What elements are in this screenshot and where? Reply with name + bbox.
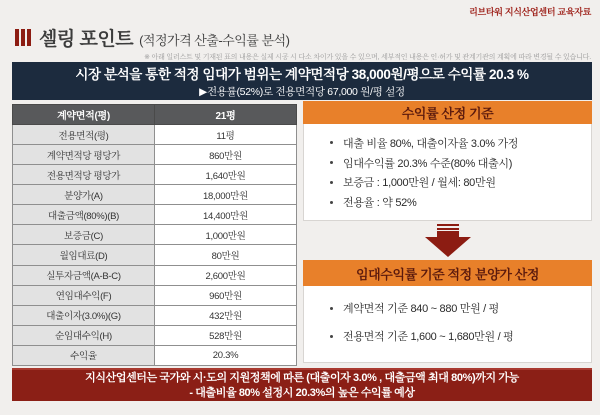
yield-criteria-header: 수익률 산정 기준 xyxy=(303,101,592,124)
row-label: 전용면적(평) xyxy=(13,125,155,145)
row-label: 대출이자(3.0%)(G) xyxy=(13,305,155,325)
row-label: 계약면적당 평당가 xyxy=(13,145,155,165)
table-row xyxy=(13,145,297,165)
page-title: 셀링 포인트 xyxy=(39,29,134,50)
list-item xyxy=(330,194,591,210)
footer-line-2: - 대출비율 80% 설정시 20.3%의 높은 수익률 예상 xyxy=(189,386,415,399)
bullet-dot-icon xyxy=(330,161,333,164)
list-item xyxy=(330,155,591,171)
footer-line-1: 지식산업센터는 국가와 시·도의 지원정책에 따른 (대출이자 3.0% , 대출금액 최대 80%)까지 가능 xyxy=(85,371,519,384)
row-value: 18,000만원 xyxy=(155,185,297,205)
table-row xyxy=(13,165,297,185)
row-value: 2,600만원 xyxy=(155,265,297,285)
table-row xyxy=(13,125,297,145)
row-label: 순임대수익(H) xyxy=(13,325,155,345)
list-item xyxy=(330,135,591,151)
page-subtitle: (적정가격 산출-수익률 분석) xyxy=(139,33,290,48)
bullet-dot-icon xyxy=(330,141,333,144)
row-label: 수익율 xyxy=(13,345,155,365)
list-item xyxy=(330,328,591,344)
table-row xyxy=(13,345,297,365)
row-label: 대출금액(80%)(B) xyxy=(13,205,155,225)
row-value: 860만원 xyxy=(155,145,297,165)
bullet-dot-icon xyxy=(330,335,333,338)
bullet-text: 계약면적 기준 840 ~ 880 만원 / 평 xyxy=(343,303,500,315)
list-item xyxy=(330,174,591,190)
right-panel xyxy=(303,101,592,363)
table-row xyxy=(13,265,297,285)
market-analysis-banner xyxy=(12,62,592,100)
table-header-row xyxy=(13,105,297,125)
down-arrow-icon xyxy=(303,221,592,260)
banner-headline: 시장 분석을 통한 적정 임대가 범위는 계약면적당 38,000원/평으로 수익률 20.3 % xyxy=(75,67,529,82)
title-bars-icon xyxy=(15,29,31,46)
bullet-dot-icon xyxy=(330,201,333,204)
row-label: 실투자금액(A-B-C) xyxy=(13,265,155,285)
row-value: 1,640만원 xyxy=(155,165,297,185)
banner-subline: ▶전용률(52%)로 전용면적당 67,000 원/평 설정 xyxy=(199,86,405,98)
row-label: 보증금(C) xyxy=(13,225,155,245)
table-row xyxy=(13,205,297,225)
bullet-text: 보증금 : 1,000만원 / 월세: 80만원 xyxy=(343,177,496,190)
bullet-dot-icon xyxy=(330,181,333,184)
yield-criteria-body xyxy=(303,124,592,221)
yield-calculation-table xyxy=(12,104,297,366)
row-value: 1,000만원 xyxy=(155,225,297,245)
document-source-label: 리브타워 지식산업센터 교육자료 xyxy=(469,7,591,17)
bullet-text: 전용율 : 약 52% xyxy=(343,197,417,210)
bullet-text: 전용면적 기준 1,600 ~ 1,680만원 / 평 xyxy=(343,331,514,343)
row-value: 432만원 xyxy=(155,305,297,325)
price-estimate-header: 임대수익률 기준 적정 분양가 산정 xyxy=(303,260,592,286)
row-value: 960만원 xyxy=(155,285,297,305)
table-row xyxy=(13,185,297,205)
row-value: 80만원 xyxy=(155,245,297,265)
row-label: 전용면적당 평당가 xyxy=(13,165,155,185)
bullet-text: 임대수익률 20.3% 수준(80% 대출시) xyxy=(343,157,513,170)
price-estimate-body xyxy=(303,286,592,363)
row-value: 528만원 xyxy=(155,325,297,345)
list-item xyxy=(330,300,591,316)
row-value: 14,400만원 xyxy=(155,205,297,225)
table-row xyxy=(13,285,297,305)
row-value: 11평 xyxy=(155,125,297,145)
table-row xyxy=(13,305,297,325)
table-header-label: 계약면적(평) xyxy=(13,105,155,125)
footer-summary-banner xyxy=(12,368,592,401)
table-row xyxy=(13,225,297,245)
bullet-dot-icon xyxy=(330,307,333,310)
table-row xyxy=(13,245,297,265)
table-header-value: 21평 xyxy=(155,105,297,125)
row-label: 월임대료(D) xyxy=(13,245,155,265)
disclaimer-text: ※ 아래 일러스트 및 기재된 표의 내용은 실제 시공 시 다소 차이가 있을 수 있으며, 세부적인 내용은 인·허가 및 관계기관의 계획에 따라 변경될 수 있습니다. xyxy=(144,54,591,61)
table-row xyxy=(13,325,297,345)
row-label: 분양가(A) xyxy=(13,185,155,205)
bullet-text: 대출 비율 80%, 대출이자율 3.0% 가정 xyxy=(343,137,519,150)
row-value: 20.3% xyxy=(155,345,297,365)
page-title-row xyxy=(15,24,289,51)
row-label: 연임대수익(F) xyxy=(13,285,155,305)
